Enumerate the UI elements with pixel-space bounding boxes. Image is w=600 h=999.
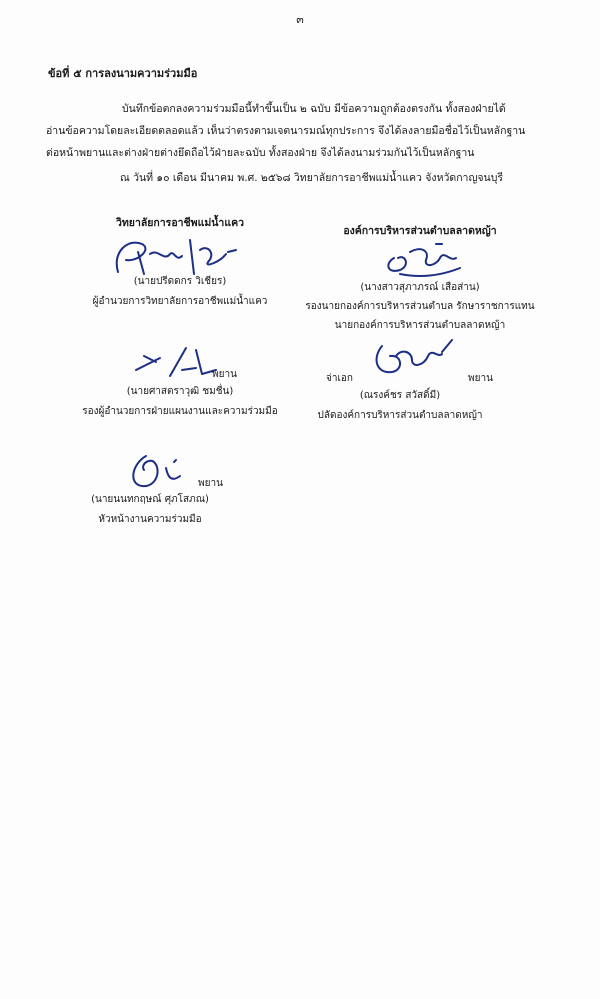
paragraph-line-3: ต่อหน้าพยานและต่างฝ่ายต่างยึดถือไว้ฝ่ายละฉบับ ทั้งสองฝ่าย จึงได้ลงนามร่วมกันไว้เป็นหลักฐาน	[46, 147, 475, 159]
witness-left-signature	[130, 340, 220, 380]
paragraph-line-2: อ่านข้อความโดยละเอียดตลอดแล้ว เห็นว่าตรงตามเจตนารมณ์ทุกประการ จึงได้ลงลายมือชื่อไว้เป็นหลักฐาน	[46, 125, 526, 137]
witness-bottom-name: (นายนนทกฤษณ์ ศุภโสภณ)	[91, 494, 209, 505]
witness-bottom-position: หัวหน้างานความร่วมมือ	[98, 514, 202, 525]
right-signer-position-line-2: นายกองค์การบริหารส่วนตำบลลาดหญ้า	[334, 320, 506, 331]
left-signer-name: (นายปรีดดกร วิเชียร)	[133, 276, 227, 287]
date-line: ณ วันที่ ๑๐ เดือน มีนาคม พ.ศ. ๒๕๖๘ วิทยาลัยการอาชีพแม่น้ำแคว จังหวัดกาญจนบุรี	[120, 172, 504, 184]
witness-left-position: รองผู้อำนวยการฝ่ายแผนงานและความร่วมมือ	[82, 406, 278, 417]
right-org-title: องค์การบริหารส่วนตำบลลาดหญ้า	[343, 225, 497, 237]
right-signer-position-line-1: รองนายกองค์การบริหารส่วนตำบล รักษาราชการแทน	[305, 301, 535, 312]
witness-bottom-label: พยาน	[198, 478, 223, 489]
section-heading: ข้อที่ ๕ การลงนามความร่วมมือ	[48, 67, 198, 80]
witness-right-rank: จ่าเอก	[326, 373, 353, 384]
left-org-title: วิทยาลัยการอาชีพแม่น้ำแคว	[115, 217, 245, 229]
witness-left-name: (นายศาสตราวุฒิ ชมชื่น)	[126, 386, 234, 397]
left-signer-position: ผู้อำนวยการวิทยาลัยการอาชีพแม่น้ำแคว	[92, 296, 268, 307]
witness-left-label: พยาน	[212, 369, 237, 380]
page-number: ๓	[296, 13, 304, 26]
witness-bottom-signature	[124, 450, 194, 492]
witness-right-signature	[368, 336, 458, 380]
right-signer-name: (นางสาวสุภาภรณ์ เสือส่าน)	[360, 282, 480, 293]
paragraph-line-1: บันทึกข้อตกลงความร่วมมือนี้ทำขึ้นเป็น ๒ ฉบับ มีข้อความถูกต้องตรงกัน ทั้งสองฝ่ายได้	[122, 103, 506, 115]
left-party-signature	[108, 232, 238, 280]
right-party-signature	[380, 238, 470, 280]
witness-right-label: พยาน	[468, 373, 493, 384]
witness-right-name: (ณรงค์ชร สวัสดิ์มี)	[359, 390, 441, 401]
witness-right-position: ปลัดองค์การบริหารส่วนตำบลลาดหญ้า	[317, 410, 483, 421]
